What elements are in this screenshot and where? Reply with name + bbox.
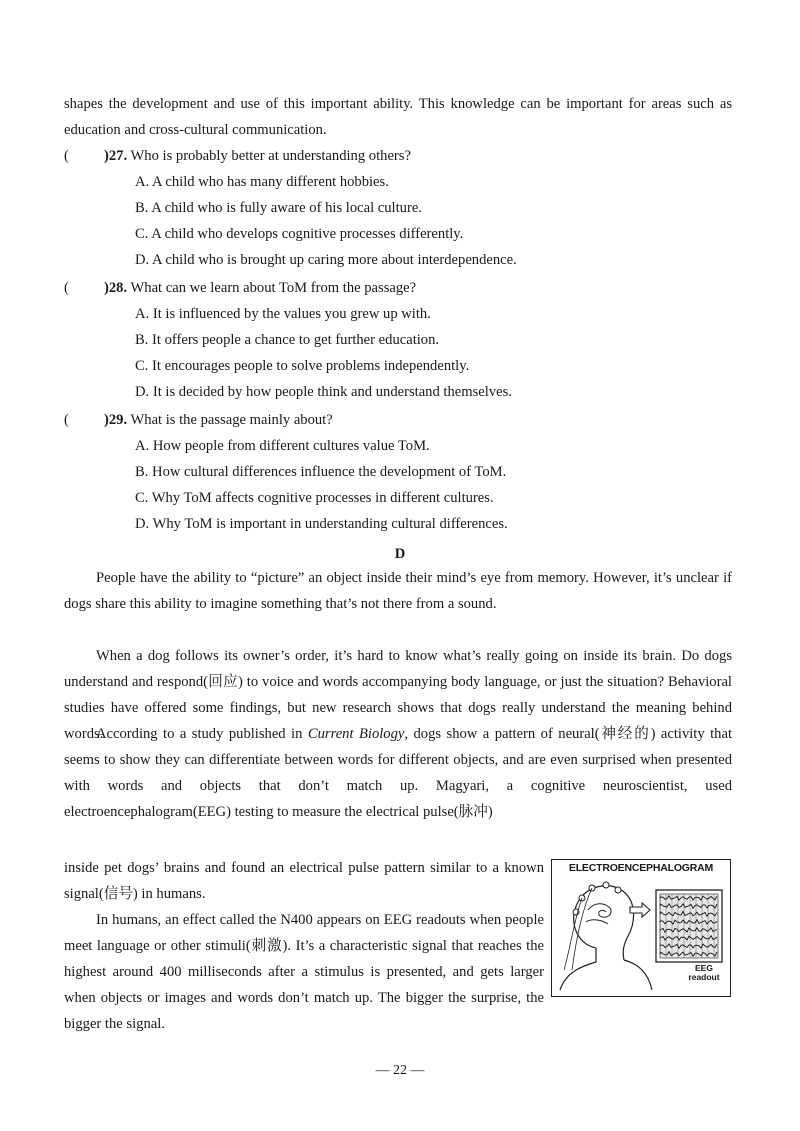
question-text: Who is probably better at understanding others?	[127, 148, 411, 164]
question-text: What can we learn about ToM from the passage?	[127, 280, 417, 296]
answer-blank: (	[64, 280, 69, 296]
option-28-b: B. It offers people a chance to get further education.	[135, 332, 440, 348]
eeg-figure	[551, 859, 731, 997]
page-number: — 22 —	[375, 1063, 425, 1078]
option-29-c: C. Why ToM affects cognitive processes in different cultures.	[135, 490, 494, 506]
electrode	[603, 882, 609, 888]
label-line: EEG	[695, 963, 713, 973]
shoulders	[560, 948, 596, 990]
figure-title: ELECTROENCEPHALOGRAM	[568, 862, 714, 874]
passage-paragraph-3	[64, 721, 732, 825]
option-28-a: A. It is influenced by the values you grew up with.	[135, 306, 431, 322]
answer-blank: (	[64, 148, 69, 164]
passage-paragraph-2: When a dog follows its owner’s order, it’s hard to know what’s really going on inside its brain. Do dogs understand and respond(回应) to voice and words accompanying body language, or just the situation? Behavioral studies have offered some findings, but new research shows that dogs really understand the meaning behind words.	[64, 648, 732, 742]
eeg-readout-label	[680, 964, 728, 982]
passage-paragraph-4: In humans, an effect called the N400 appears on EEG readouts when people meet language or other stimuli(刺激). It’s a characteristic signal that reaches the highest around 400 milliseconds after a stimulus is presented, and gets larger when objects or images and words don’t match up. The bigger the surprise, the bigger the signal.	[64, 912, 544, 1032]
electrode	[615, 887, 621, 893]
question-number: )28.	[104, 280, 128, 296]
option-29-a: A. How people from different cultures value ToM.	[135, 438, 430, 454]
question-number: )27.	[104, 148, 128, 164]
question-number: )29.	[104, 412, 128, 428]
label-line: readout	[688, 972, 720, 982]
option-27-b: B. A child who is fully aware of his local culture.	[135, 200, 422, 216]
passage-paragraph-1: People have the ability to “picture” an object inside their mind’s eye from memory. However, it’s unclear if dogs share this ability to imagine something that’s not there from a sound.	[64, 570, 732, 612]
option-27-a: A. A child who has many different hobbies.	[135, 174, 389, 190]
option-29-b: B. How cultural differences influence the development of ToM.	[135, 464, 507, 480]
intro-paragraph: shapes the development and use of this important ability. This knowledge can be important for areas such as education and cross-cultural communication.	[64, 96, 732, 138]
question-text: What is the passage mainly about?	[127, 412, 333, 428]
paragraph-text: , dogs show a pattern of neural(神经的) activity that seems to show they can differentiate between words for different objects, and are even surprised when presented with words and objects that don’t match up. Magyari, a cognitive neuroscientist, used electroencephalogram(EEG) testing to measure the electrical pulse(脉冲)	[64, 726, 732, 820]
option-28-c: C. It encourages people to solve problems independently.	[135, 358, 470, 374]
answer-blank: (	[64, 412, 69, 428]
section-heading: D	[394, 546, 406, 562]
option-27-c: C. A child who develops cognitive processes differently.	[135, 226, 464, 242]
option-29-d: D. Why ToM is important in understanding cultural differences.	[135, 516, 508, 532]
journal-name: Current Biology	[307, 726, 405, 742]
question-27	[64, 143, 732, 169]
passage-paragraph-3-continued: inside pet dogs’ brains and found an electrical pulse pattern similar to a known signal(信号) in humans.	[64, 860, 544, 902]
question-29	[64, 407, 732, 433]
question-28	[64, 275, 732, 301]
option-27-d: D. A child who is brought up caring more about interdependence.	[135, 252, 517, 268]
paragraph-text: According to a study published in	[96, 726, 308, 742]
option-28-d: D. It is decided by how people think and understand themselves.	[135, 384, 512, 400]
